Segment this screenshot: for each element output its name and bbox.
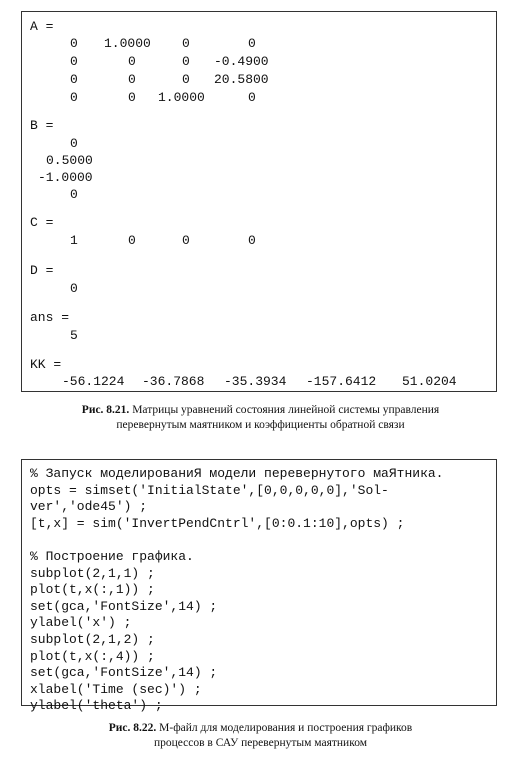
matrix-c-cell: 0 xyxy=(248,233,256,248)
ans-value: 5 xyxy=(70,328,78,343)
kk-value: 51.0204 xyxy=(402,374,457,389)
matrix-a-cell: 0 xyxy=(128,90,136,105)
matrix-a-cell: 0 xyxy=(248,90,256,105)
figure-caption-8-21 xyxy=(0,403,521,433)
matrix-a-cell: 1.0000 xyxy=(104,36,151,51)
matrix-a-label: A = xyxy=(30,19,54,34)
caption-text: М-файл для моделирования и построения графиков xyxy=(159,722,413,734)
code-line: set(gca,'FontSize',14) ; xyxy=(30,598,218,614)
kk-value: -56.1224 xyxy=(62,374,125,389)
matrix-c-label: C = xyxy=(30,215,54,230)
code-line: [t,x] = sim('InvertPendCntrl',[0:0.1:10],opts) ; xyxy=(30,515,405,531)
matrix-c-cell: 0 xyxy=(182,233,190,248)
caption-text: Матрицы уравнений состояния линейной системы управления xyxy=(132,404,440,416)
code-line: xlabel('Time (sec)') ; xyxy=(30,681,202,697)
matrix-c-cell: 1 xyxy=(70,233,78,248)
kk-value: -36.7868 xyxy=(142,374,205,389)
code-line: plot(t,x(:,4)) ; xyxy=(30,648,155,664)
matrix-a-cell: 0 xyxy=(128,72,136,87)
caption-text: процессов в САУ перевернутым маятником xyxy=(153,737,368,749)
matrix-d-value: 0 xyxy=(70,281,78,296)
matrix-b-cell: 0 xyxy=(70,136,78,151)
code-line xyxy=(30,532,443,549)
code-line: subplot(2,1,2) ; xyxy=(30,631,155,647)
code-line: subplot(2,1,1) ; xyxy=(30,565,155,581)
caption-number: Рис. 8.22. xyxy=(108,722,157,734)
matrix-a-cell: 0 xyxy=(182,54,190,69)
matrix-a-cell: 0 xyxy=(182,36,190,51)
m-file-code-box xyxy=(21,459,497,714)
code-line: % Запуск моделированиЯ модели перевернутого маЯтника. xyxy=(30,466,444,481)
caption-text: перевернутым маятником и коэффициенты обратной связи xyxy=(116,419,405,431)
matrix-a-cell: 0 xyxy=(70,36,78,51)
matrix-a-cell: 0 xyxy=(248,36,256,51)
code-listing xyxy=(30,466,443,715)
code-line: ylabel('x') ; xyxy=(30,615,132,631)
code-line: % Построение графика. xyxy=(30,548,194,564)
matrix-b-cell: 0 xyxy=(70,187,78,202)
matrix-a-cell: 0 xyxy=(70,90,78,105)
matrix-output-box xyxy=(21,11,497,392)
code-line: ylabel('theta') ; xyxy=(30,698,163,714)
figure-caption-8-22 xyxy=(0,721,521,751)
matrix-a-cell: 0 xyxy=(128,54,136,69)
matrix-a-cell: 1.0000 xyxy=(158,90,205,105)
kk-label: KK = xyxy=(30,357,62,372)
matrix-a-cell: 20.5800 xyxy=(214,72,269,87)
matrix-a-cell: -0.4900 xyxy=(214,54,269,69)
matrix-b-label: B = xyxy=(30,118,54,133)
code-line: plot(t,x(:,1)) ; xyxy=(30,582,155,598)
matrix-a-cell: 0 xyxy=(70,72,78,87)
matrix-a-cell: 0 xyxy=(70,54,78,69)
kk-value: -157.6412 xyxy=(306,374,377,389)
ans-label: ans = xyxy=(30,310,70,325)
code-line: opts = simset('InitialState',[0,0,0,0,0],'Sol- xyxy=(30,482,389,498)
matrix-b-cell: 0.5000 xyxy=(46,153,93,168)
matrix-d-label: D = xyxy=(30,263,54,278)
kk-value: -35.3934 xyxy=(224,374,287,389)
code-line: set(gca,'FontSize',14) ; xyxy=(30,665,218,681)
matrix-b-cell: -1.0000 xyxy=(38,170,93,185)
matrix-c-cell: 0 xyxy=(128,233,136,248)
caption-number: Рис. 8.21. xyxy=(81,404,130,416)
matrix-a-cell: 0 xyxy=(182,72,190,87)
code-line: ver','ode45') ; xyxy=(30,499,148,515)
